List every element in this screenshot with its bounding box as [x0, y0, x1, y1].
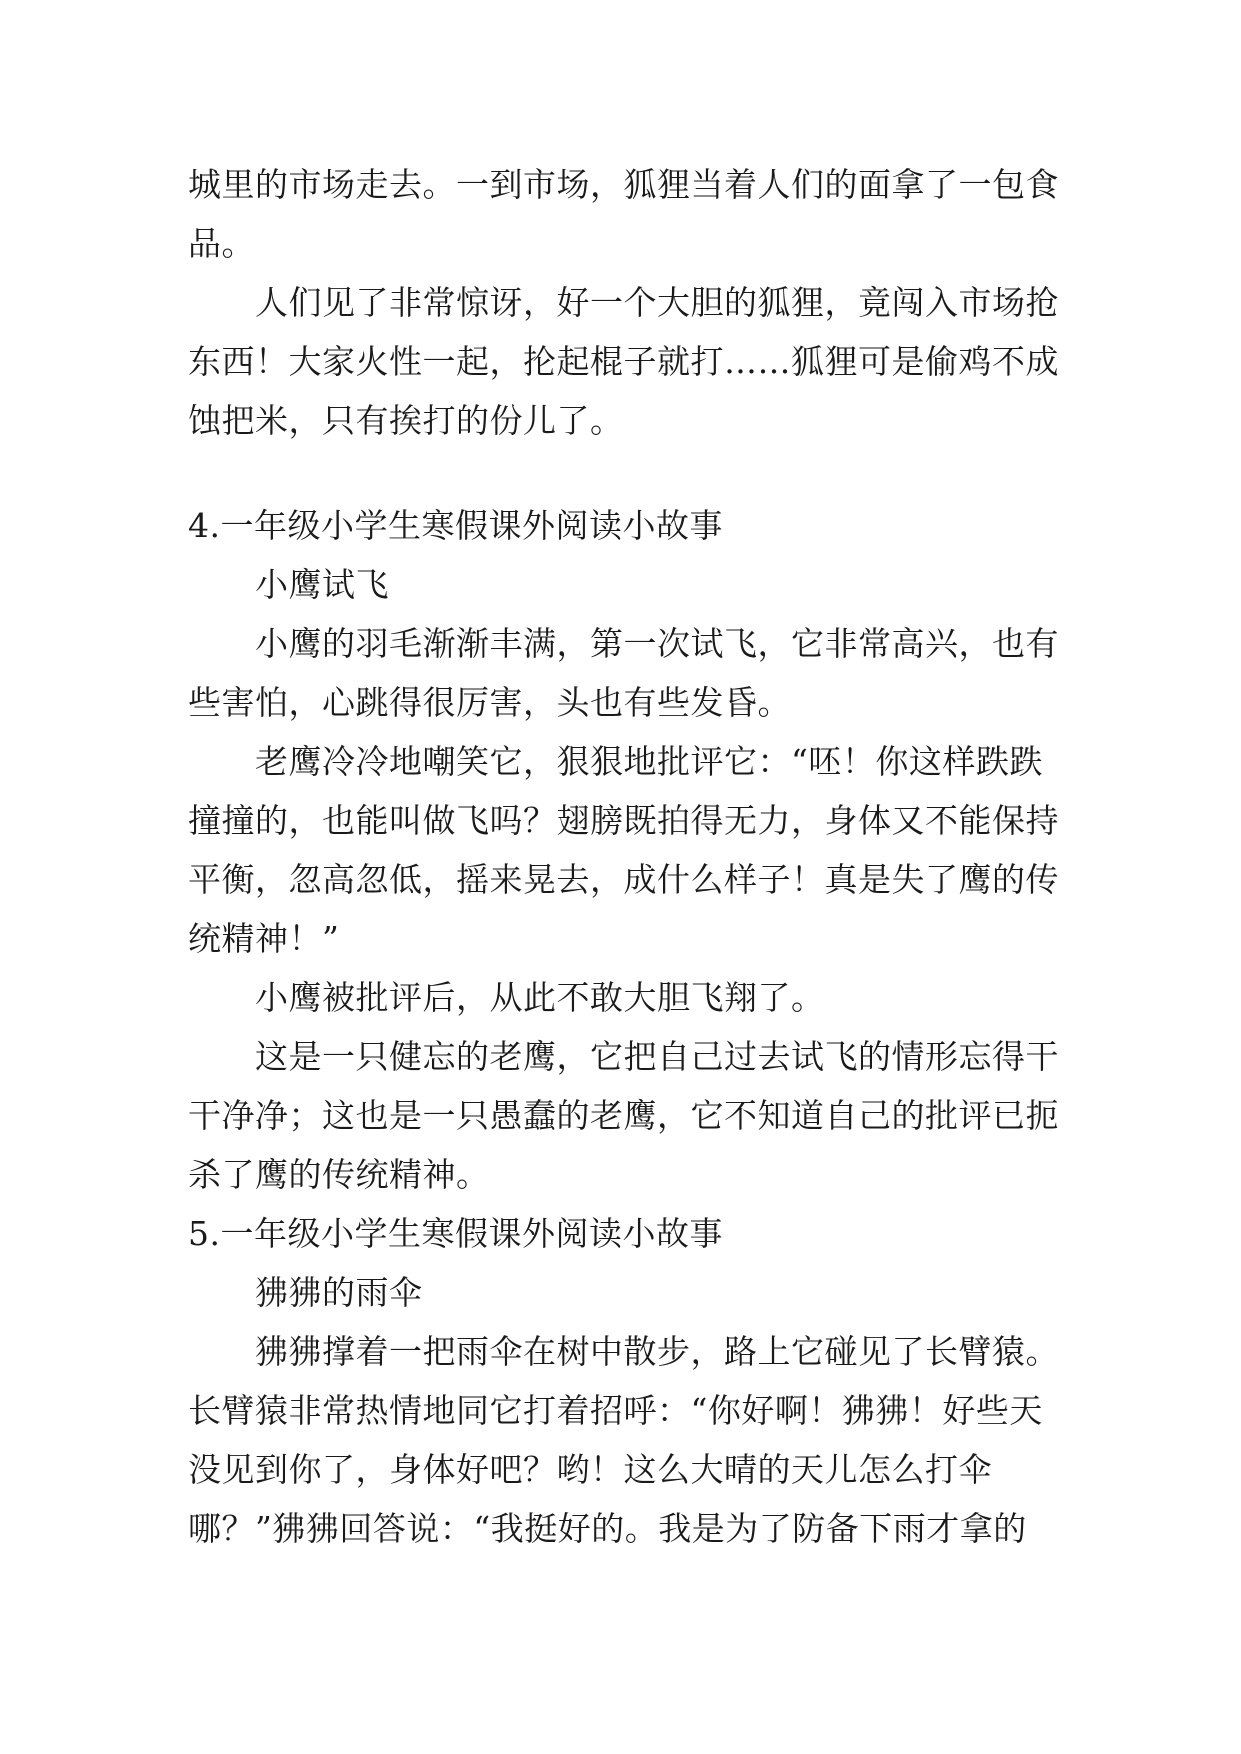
paragraph-line: 杀了鹰的传统精神。 — [188, 1155, 490, 1194]
paragraph-line: 没见到你了，身体好吧？哟！这么大晴的天儿怎么打伞 — [188, 1450, 992, 1489]
paragraph-line: 长臂猿非常热情地同它打着招呼：“你好啊！狒狒！好些天 — [188, 1391, 1043, 1430]
paragraph-line: 人们见了非常惊讶，好一个大胆的狐狸，竟闯入市场抢 — [255, 283, 1059, 322]
paragraph-line: 统精神！” — [188, 919, 340, 958]
section-heading: 5.一年级小学生寒假课外阅读小故事 — [188, 1214, 723, 1253]
paragraph-line: 城里的市场走去。一到市场，狐狸当着人们的面拿了一包食 — [188, 165, 1059, 204]
document-page — [188, 155, 1058, 1558]
paragraph-line: 哪？”狒狒回答说：“我挺好的。我是为了防备下雨才拿的 — [188, 1509, 1027, 1548]
paragraph-line: 蚀把米，只有挨打的份儿了。 — [188, 401, 624, 440]
paragraph-line: 东西！大家火性一起，抡起棍子就打……狐狸可是偷鸡不成 — [188, 342, 1059, 381]
story-title: 小鹰试飞 — [255, 565, 389, 604]
paragraph-line: 些害怕，心跳得很厉害，头也有些发昏。 — [188, 683, 791, 722]
story-title: 狒狒的雨伞 — [255, 1273, 423, 1312]
paragraph-line: 撞撞的，也能叫做飞吗？翅膀既拍得无力，身体又不能保持 — [188, 801, 1059, 840]
paragraph-line: 品。 — [188, 224, 255, 263]
paragraph-line: 狒狒撑着一把雨伞在树中散步，路上它碰见了长臂猿。 — [255, 1332, 1059, 1371]
paragraph-line: 老鹰冷冷地嘲笑它，狠狠地批评它：“呸！你这样跌跌 — [255, 742, 1043, 781]
paragraph-line: 小鹰被批评后，从此不敢大胆飞翔了。 — [255, 978, 825, 1017]
paragraph-line: 平衡，忽高忽低，摇来晃去，成什么样子！真是失了鹰的传 — [188, 860, 1059, 899]
paragraph-line: 干净净；这也是一只愚蠢的老鹰，它不知道自己的批评已扼 — [188, 1096, 1059, 1135]
paragraph-line: 小鹰的羽毛渐渐丰满，第一次试飞，它非常高兴，也有 — [255, 624, 1059, 663]
paragraph-line: 这是一只健忘的老鹰，它把自己过去试飞的情形忘得干 — [255, 1037, 1059, 1076]
section-gap — [188, 450, 1058, 496]
section-heading: 4.一年级小学生寒假课外阅读小故事 — [188, 506, 723, 545]
